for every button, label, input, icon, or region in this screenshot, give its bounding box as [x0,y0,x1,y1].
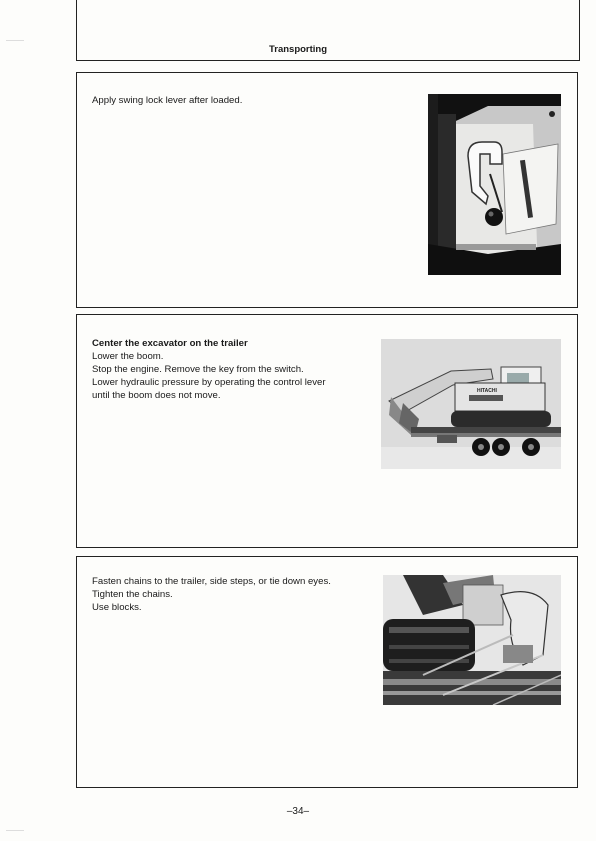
section-fasten-chains [76,556,578,788]
text-line: Apply swing lock lever after loaded. [92,95,243,106]
brand-label: HITACHI [477,388,497,394]
section-heading: Center the excavator on the trailer [92,338,248,349]
text-line: Fasten chains to the trailer, side steps, or tie down eyes. [92,576,331,587]
section-swing-lock [76,72,578,308]
chained-excavator-photo [383,575,561,705]
section-text [92,337,326,402]
excavator-on-trailer-photo [381,339,561,469]
text-line: Lower the boom. [92,351,164,362]
text-line: Use blocks. [92,602,142,613]
margin-mark [6,830,24,831]
section-text [92,575,331,614]
text-line: Lower hydraulic pressure by operating the control lever [92,377,326,388]
page-number: –34– [286,806,310,817]
text-line: Tighten the chains. [92,589,173,600]
text-line: until the boom does not move. [92,390,221,401]
margin-mark [6,40,24,41]
swing-lock-lever-photo [428,94,561,275]
section-center-excavator [76,314,578,548]
page-title: Transporting [268,44,328,55]
text-line: Stop the engine. Remove the key from the switch. [92,364,304,375]
section-text [92,94,242,107]
